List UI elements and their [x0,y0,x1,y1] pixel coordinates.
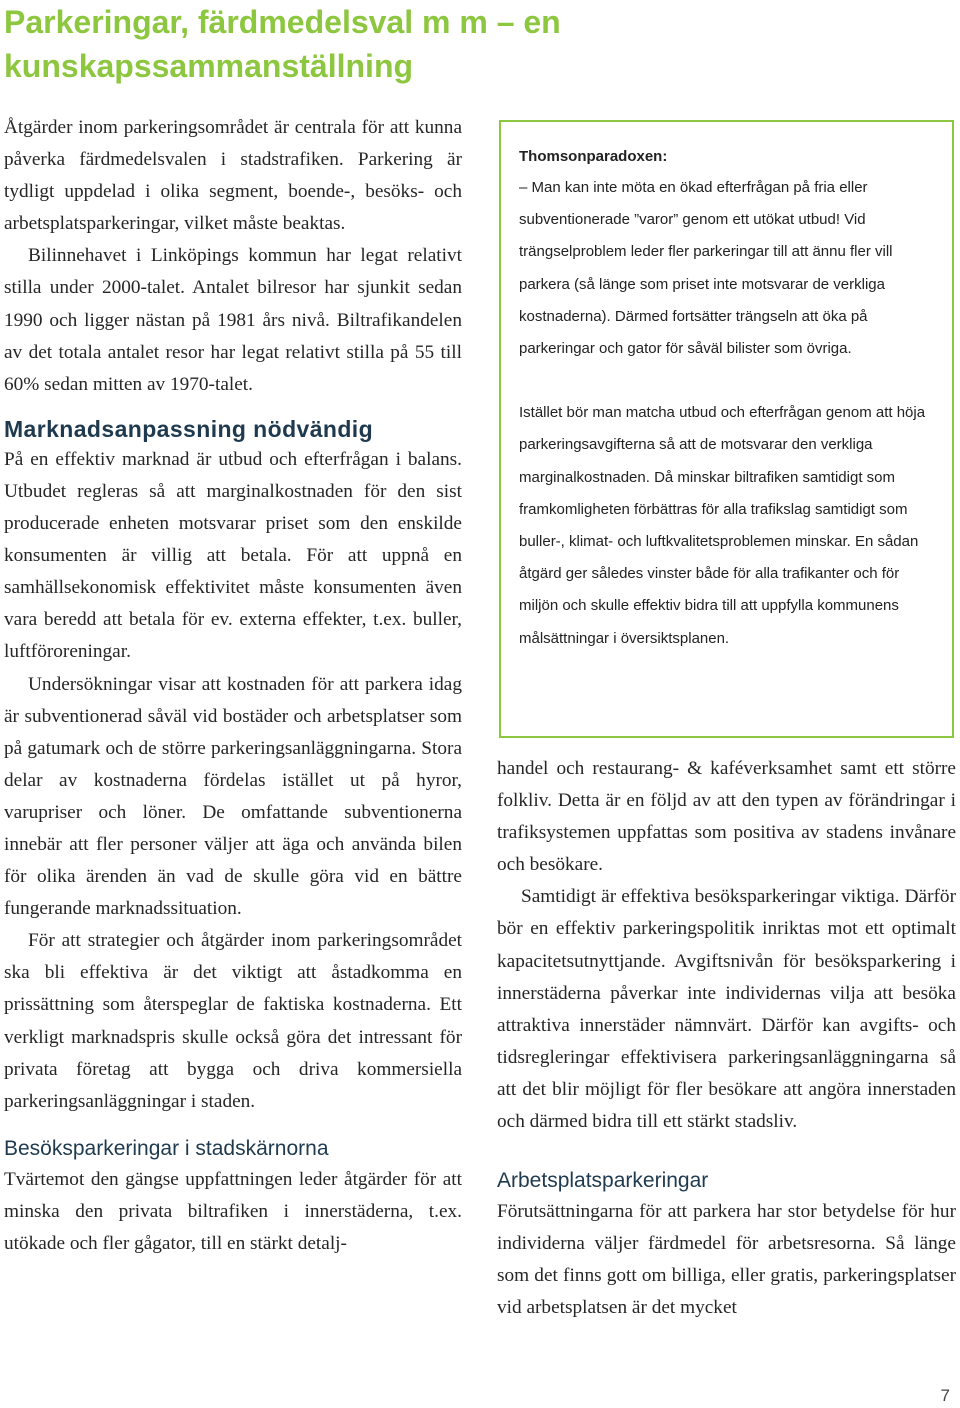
section-heading-besoksparkeringar: Besöksparkeringar i stadskärnorna [4,1136,329,1160]
fact-box [499,120,954,738]
fact-box-heading: Thomsonparadoxen: [519,148,668,165]
paragraph: Undersökningar visar att kostnaden för att parkera idag är subventionerad såväl vid bostäder och arbetsplatser som på gatumark och de större parkeringsanläggningarna. Stora delar av kostnaderna fördelas istället ut på hyror, varupriser och löner. De omfattande subventionerna innebär att fler personer väljer att äga och använda bilen för olika ärenden än vad de skulle göra vid en bättre fungerande marknadssituation. [4,673,462,920]
section-heading-arbetsplatsparkeringar: Arbetsplatsparkeringar [497,1169,709,1193]
paragraph: handel och restaurang- & kaféverksamhet samt ett större folkliv. Detta är en följd av att den typen av förändringar i trafiksystemen uppfattas som positiva av stadens invånare och besökare. [497,758,956,876]
left-column [4,112,462,1260]
section-heading-marknadsanpassning: Marknadsanpassning nödvändig [4,415,374,442]
page-title: Parkeringar, färdmedelsval m m – en kunskapssammanställning [4,4,561,84]
paragraph: Åtgärder inom parkeringsområdet är centrala för att kunna påverka färdmedelsvalen i stadstrafiken. Parkering är tydligt uppdelad i olika segment, boende-, besöks- och arbetsplatsparkeringar, vilket måste beaktas. [4,117,462,235]
paragraph: På en effektiv marknad är utbud och efterfrågan i balans. Utbudet regleras så att marginalkostnaden för den sist producerade enheten motsvarar priset som den enskilde konsumenten är villig att betala. För att uppnå en samhällsekonomisk effektivitet måste konsumenten även vara beredd att betala för ev. externa effekter, t.ex. buller, luftföroreningar. [4,448,462,663]
paragraph: Bilinnehavet i Linköpings kommun har legat relativt stilla under 2000-talet. Antalet bilresor har sjunkit sedan 1990 och ligger nästan på 1981 års nivå. Biltrafikandelen av det totala antalet resor har legat relativt stilla på 55 till 60% sedan mitten av 1970-talet. [4,245,462,395]
fact-box-paragraph: – Man kan inte möta en ökad efterfrågan på fria eller subventionerade ”varor” genom ett utökat utbud! Vid trängselproblem leder fler parkeringar till att ännu fler vill parkera (så länge som priset inte motsvarar de verkliga kostnaderna). Därmed fortsätter trängseln att öka på parkeringar och gator för såväl bilister som övriga. [519,179,893,358]
fact-box-paragraph: Istället bör man matcha utbud och efterfrågan genom att höja parkeringsavgifterna så att de motsvarar den verkliga marginalkostnaden. Då minskar biltrafiken samtidigt som framkomligheten förbättras för alla trafikslag samtidigt som buller-, klimat- och luftkvalitetsproblemen minskar. En sådan åtgärd ger således vinster både för alla trafikanter och för miljön och skulle effektiv bidra till att uppfylla kommunens målsättningar i översiktsplanen. [519,404,926,647]
paragraph: Tvärtemot den gängse uppfattningen leder åtgärder för att minska den privata biltrafiken i innerstäderna, t.ex. utökade och fler gågator, till en stärkt detalj- [4,1168,462,1254]
paragraph: För att strategier och åtgärder inom parkeringsområdet ska bli effektiva är det viktigt att åstadkomma en prissättning som återspeglar de faktiska kostnaderna. Ett verkligt marknadspris skulle också göra det intressant för privata företag att bygga och driva kommersiella parkeringsanläggningar i staden. [4,930,462,1112]
paragraph: Samtidigt är effektiva besöksparkeringar viktiga. Därför bör en effektiv parkeringspolitik inriktas mot ett optimalt kapacitetsutnyttjande. Avgiftsnivån för besöksparkering i innerstäderna påverkar inte individernas vilja att besöka attraktiva innerstäder nämnvärt. Därför kan avgifts- och tidsregleringar effektivisera parkeringsanläggningarna så att det blir möjligt för fler besökare att angöra innerstaden och därmed bidra till ett stärkt stadsliv. [497,886,956,1133]
paragraph: Förutsättningarna för att parkera har stor betydelse för hur individerna väljer färdmedel för arbetsresorna. Så länge som det finns gott om billiga, eller gratis, parkeringsplatser vid arbetsplatsen är det mycket [497,1201,956,1319]
page-number: 7 [940,1386,950,1405]
right-column [497,753,956,1325]
